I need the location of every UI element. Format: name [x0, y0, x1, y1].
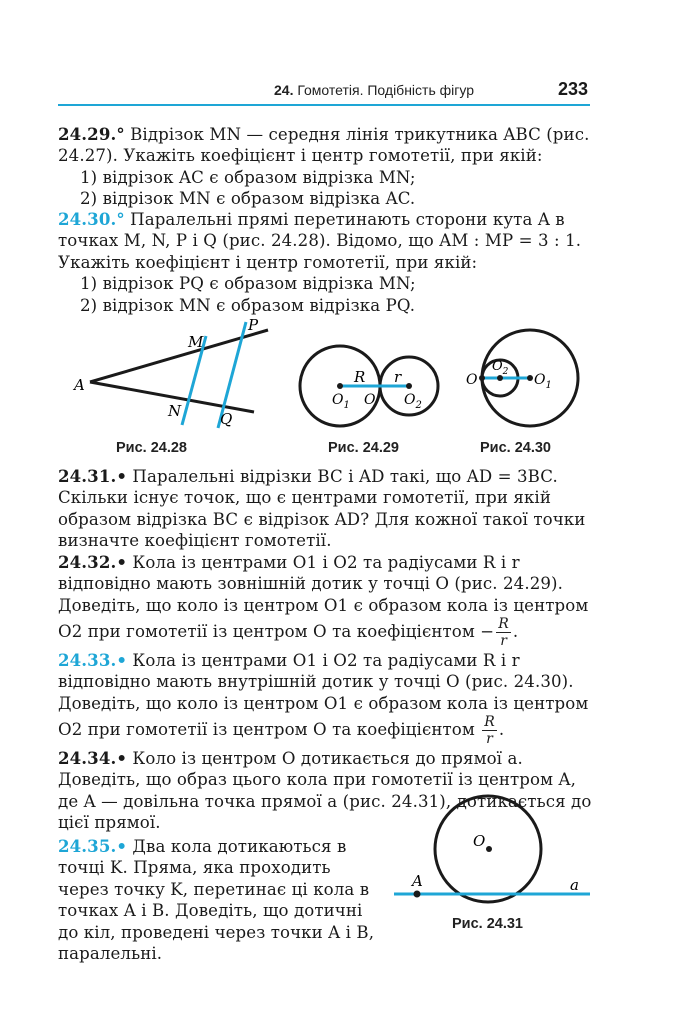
problem-number: 24.33.• — [58, 650, 128, 670]
label-O: O — [364, 392, 376, 408]
label-O: O — [466, 372, 478, 388]
label-O: O — [473, 832, 486, 850]
point-O — [486, 846, 492, 852]
label-O2-letter: O — [492, 359, 503, 374]
label-O2-sub: 2 — [415, 400, 422, 411]
problem-24-33 — [58, 650, 592, 747]
label-O1-sub: 1 — [343, 400, 350, 411]
coefficient-sign: − — [480, 622, 495, 642]
fraction-numerator: R — [498, 616, 509, 633]
label-O1 — [534, 372, 552, 391]
problem-text: Кола із центрами O1 і O2 та радіусами R і r відповідно мають зовнішній дотик у точці O (рис. 24.29). Доведіть, що коло із центром O1 є образом кола із центром O2 при гомотетії із центром O та коефіцієнтом — [58, 553, 589, 642]
label-A: A — [74, 376, 85, 394]
problem-text: Коло із центром O дотикається до прямої a. Доведіть, що образ цього кола при гомотетії із центром A, де A — довільна точка прямої a (рис. 24.31), дотикається до цієї прямої. — [58, 749, 592, 833]
problem-item: 1) відрізок PQ є образом відрізка MN; — [80, 274, 416, 294]
label-P: P — [248, 316, 259, 334]
problem-number: 24.35.• — [58, 836, 128, 856]
label-O1-sub: 1 — [545, 380, 552, 391]
label-O2 — [404, 392, 422, 411]
fraction-denominator: r — [500, 633, 507, 650]
page-number: 233 — [557, 79, 588, 99]
figure-caption: Рис. 24.29 — [328, 440, 399, 456]
point-O — [479, 375, 485, 381]
figure-caption: Рис. 24.30 — [480, 440, 551, 456]
label-O2-letter: O — [404, 392, 416, 408]
fraction-numerator: R — [484, 714, 495, 731]
section-number: 24. — [274, 82, 294, 98]
label-M: M — [188, 333, 204, 351]
problem-number: 24.31.• — [58, 466, 128, 486]
label-N: N — [168, 402, 182, 420]
problem-item: 1) відрізок AC є образом відрізка MN; — [80, 167, 416, 187]
figure-24-28 — [72, 316, 268, 428]
figure-24-31 — [390, 790, 600, 910]
coefficient-fraction — [482, 714, 497, 747]
problem-text: Паралельні відрізки BC і AD такі, що AD = 3BC. Скільки існує точок, що є центрами гомотетії, при якій образом відрізка BC є відрізок AD? Для кожної такої точки визначте коефіцієнт гомотетії. — [58, 467, 586, 551]
figure-24-30 — [466, 330, 578, 426]
problem-item: 2) відрізок MN є образом відрізка AC. — [80, 189, 416, 209]
point-O2 — [406, 383, 412, 389]
sentence-end: . — [498, 720, 505, 740]
problem-item: 2) відрізок MN є образом відрізка PQ. — [80, 295, 416, 315]
problem-number: 24.30.° — [58, 209, 125, 229]
problem-text: Паралельні прямі перетинають сторони кута A в точках M, N, P і Q (рис. 24.28). Відомо, що AM : MP = 3 : 1. Укажіть коефіцієнт і центр гомотетії, при якій: — [58, 210, 582, 272]
point-A — [414, 891, 421, 898]
label-r: r — [394, 368, 402, 386]
problem-text: Відрізок MN — середня лінія трикутника ABC (рис. 24.27). Укажіть коефіцієнт і центр гомотетії, при якій: — [58, 125, 590, 166]
label-a: a — [570, 876, 579, 894]
section-title: Гомотетія. Подібність фігур — [297, 82, 474, 98]
problem-number: 24.34.• — [58, 748, 128, 768]
figure-caption: Рис. 24.31 — [452, 916, 523, 932]
label-O2-sub: 2 — [502, 367, 509, 377]
label-R: R — [354, 368, 366, 386]
label-Q: Q — [220, 410, 233, 428]
label-O1 — [332, 392, 350, 411]
problem-24-32 — [58, 552, 592, 649]
figures-row — [0, 0, 690, 470]
problem-text: Два кола дотикаються в точці K. Пряма, яка проходить через точку K, перетинає ці кола в точках A і B. Доведіть, що дотичні до кіл, проведені через точки A і B, паралельні. — [58, 837, 375, 964]
label-O1-letter: O — [332, 392, 344, 408]
point-O1 — [337, 383, 343, 389]
point-O1 — [527, 375, 533, 381]
problem-24-35 — [58, 836, 378, 964]
problem-number: 24.32.• — [58, 552, 128, 572]
label-O1-letter: O — [534, 372, 546, 388]
problem-24-31 — [58, 466, 592, 552]
problem-text: Кола із центрами O1 і O2 та радіусами R і r відповідно мають внутрішній дотик у точці O (рис. 24.30). Доведіть, що коло із центром O1 є образом кола із центром O2 при гомотетії із центром O та коефіцієнтом — [58, 651, 589, 740]
label-A: A — [412, 872, 423, 890]
figure-24-29 — [300, 346, 438, 426]
sentence-end: . — [512, 622, 519, 642]
fraction-denominator: r — [486, 731, 493, 748]
problem-number: 24.29.° — [58, 124, 125, 144]
figure-caption: Рис. 24.28 — [116, 440, 187, 456]
coefficient-fraction — [496, 616, 511, 649]
